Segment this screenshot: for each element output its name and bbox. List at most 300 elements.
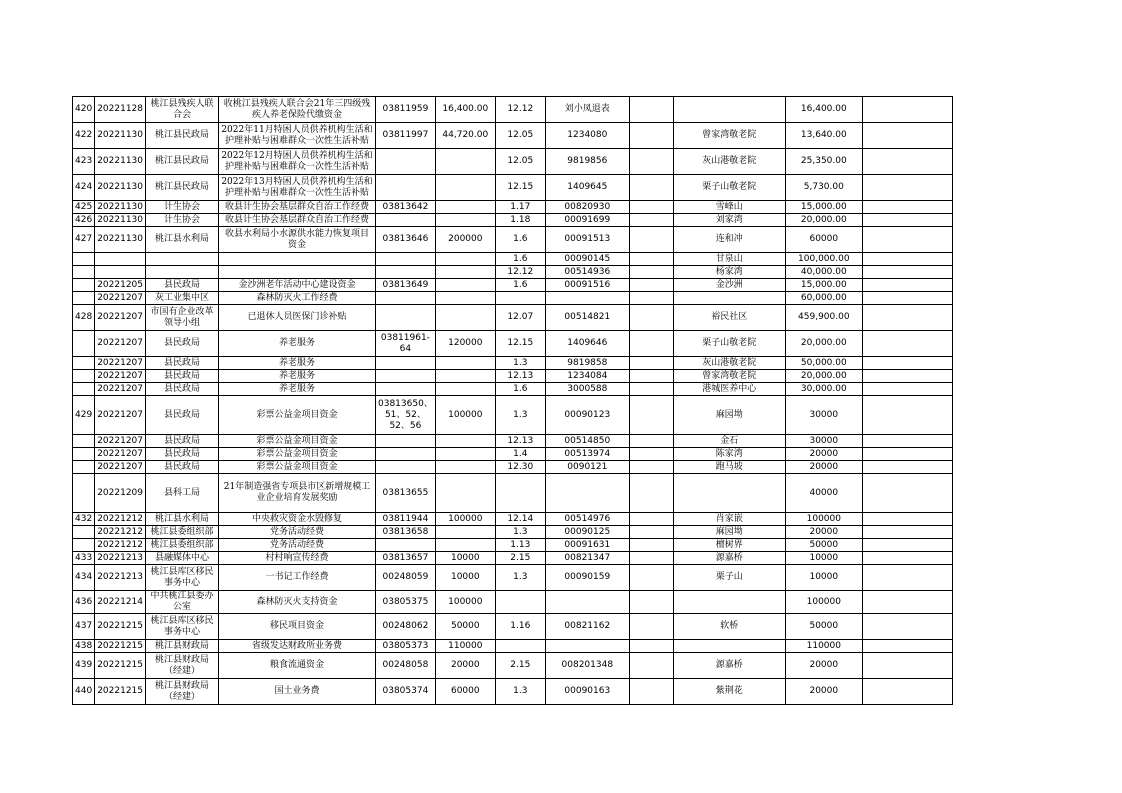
- amount-cell: [435, 539, 495, 552]
- table-row: [73, 149, 953, 175]
- empty-cell: [862, 552, 952, 565]
- document-no-cell: 00091516: [545, 279, 629, 292]
- amount-cell: 44,720.00: [435, 123, 495, 149]
- ledger-table: [72, 96, 953, 705]
- place-cell: 连和冲: [673, 227, 785, 253]
- seq-cell: 423: [73, 149, 95, 175]
- allocated-amount-cell: 25,350.00: [785, 149, 862, 175]
- blank-cell: [629, 448, 673, 461]
- date-cell: 20221130: [95, 214, 146, 227]
- date-cell: 20221207: [95, 461, 146, 474]
- unit-cell: 计生协会: [146, 214, 219, 227]
- empty-cell: [862, 640, 952, 653]
- date-cell: 20221130: [95, 175, 146, 201]
- blank-cell: [629, 435, 673, 448]
- voucher-cell: 03811944: [376, 513, 436, 526]
- allocated-amount-cell: 15,000.00: [785, 201, 862, 214]
- description-cell: [219, 253, 376, 266]
- date-cell: 20221207: [95, 292, 146, 305]
- table-row: [73, 214, 953, 227]
- table-row: [73, 227, 953, 253]
- seq-cell: 439: [73, 653, 95, 679]
- blank-cell: [629, 331, 673, 357]
- table-row: [73, 565, 953, 591]
- document-no-cell: 00090145: [545, 253, 629, 266]
- allocated-amount-cell: 100000: [785, 591, 862, 614]
- blank-cell: [629, 653, 673, 679]
- unit-cell: 县民政局: [146, 448, 219, 461]
- document-no-cell: 00091699: [545, 214, 629, 227]
- voucher-cell: [376, 266, 436, 279]
- allocated-amount-cell: 100,000.00: [785, 253, 862, 266]
- code-cell: 2.15: [495, 653, 545, 679]
- place-cell: [673, 474, 785, 513]
- allocated-amount-cell: 30000: [785, 396, 862, 435]
- code-cell: 12.12: [495, 97, 545, 123]
- voucher-cell: 03805373: [376, 640, 436, 653]
- empty-cell: [862, 565, 952, 591]
- seq-cell: [73, 266, 95, 279]
- empty-cell: [862, 214, 952, 227]
- document-no-cell: 0090121: [545, 461, 629, 474]
- table-row: [73, 123, 953, 149]
- document-no-cell: 1234084: [545, 370, 629, 383]
- seq-cell: 437: [73, 614, 95, 640]
- document-no-cell: 00514850: [545, 435, 629, 448]
- unit-cell: 桃江县委组织部: [146, 539, 219, 552]
- allocated-amount-cell: 459,900.00: [785, 305, 862, 331]
- voucher-cell: [376, 214, 436, 227]
- unit-cell: 桃江县民政局: [146, 175, 219, 201]
- place-cell: 曾家湾敬老院: [673, 123, 785, 149]
- seq-cell: [73, 331, 95, 357]
- document-no-cell: [545, 292, 629, 305]
- code-cell: 1.18: [495, 214, 545, 227]
- unit-cell: [146, 253, 219, 266]
- blank-cell: [629, 513, 673, 526]
- seq-cell: 429: [73, 396, 95, 435]
- date-cell: [95, 266, 146, 279]
- table-row: [73, 435, 953, 448]
- blank-cell: [629, 591, 673, 614]
- unit-cell: 县民政局: [146, 461, 219, 474]
- allocated-amount-cell: 16,400.00: [785, 97, 862, 123]
- unit-cell: 桃江县民政局: [146, 149, 219, 175]
- code-cell: 1.3: [495, 565, 545, 591]
- description-cell: 21年制造强省专项县市区新增规模工业企业培育发展奖励: [219, 474, 376, 513]
- unit-cell: 县民政局: [146, 396, 219, 435]
- table-row: [73, 253, 953, 266]
- code-cell: 1.3: [495, 526, 545, 539]
- empty-cell: [862, 266, 952, 279]
- empty-cell: [862, 97, 952, 123]
- description-cell: 2022年12月特困人员供养机构生活和护理补贴与困难群众一次性生活补贴: [219, 149, 376, 175]
- table-row: [73, 292, 953, 305]
- description-cell: 移民项目资金: [219, 614, 376, 640]
- blank-cell: [629, 175, 673, 201]
- seq-cell: 420: [73, 97, 95, 123]
- place-cell: 杨家湾: [673, 266, 785, 279]
- table-row: [73, 513, 953, 526]
- allocated-amount-cell: 20000: [785, 448, 862, 461]
- blank-cell: [629, 201, 673, 214]
- voucher-cell: 03811959: [376, 97, 436, 123]
- document-no-cell: 9819858: [545, 357, 629, 370]
- blank-cell: [629, 370, 673, 383]
- description-cell: 省级发达财政所业务费: [219, 640, 376, 653]
- code-cell: 1.6: [495, 279, 545, 292]
- amount-cell: [435, 266, 495, 279]
- unit-cell: 桃江县财政局（经建）: [146, 653, 219, 679]
- place-cell: 檀树界: [673, 539, 785, 552]
- table-row: [73, 279, 953, 292]
- unit-cell: 桃江县水利局: [146, 227, 219, 253]
- description-cell: 彩票公益金项目资金: [219, 435, 376, 448]
- seq-cell: 422: [73, 123, 95, 149]
- document-no-cell: 1409645: [545, 175, 629, 201]
- place-cell: [673, 292, 785, 305]
- blank-cell: [629, 305, 673, 331]
- date-cell: 20221209: [95, 474, 146, 513]
- allocated-amount-cell: 50,000.00: [785, 357, 862, 370]
- document-no-cell: 00514976: [545, 513, 629, 526]
- table-row: [73, 331, 953, 357]
- amount-cell: [435, 149, 495, 175]
- date-cell: 20221130: [95, 123, 146, 149]
- blank-cell: [629, 679, 673, 705]
- code-cell: 12.15: [495, 175, 545, 201]
- voucher-cell: [376, 448, 436, 461]
- table-row: [73, 474, 953, 513]
- table-row: [73, 448, 953, 461]
- date-cell: 20221207: [95, 435, 146, 448]
- allocated-amount-cell: 100000: [785, 513, 862, 526]
- code-cell: 12.14: [495, 513, 545, 526]
- amount-cell: 16,400.00: [435, 97, 495, 123]
- description-cell: 收桃江县残疾人联合会21年三四级残疾人养老保险代缴资金: [219, 97, 376, 123]
- amount-cell: 120000: [435, 331, 495, 357]
- voucher-cell: [376, 175, 436, 201]
- unit-cell: 县民政局: [146, 279, 219, 292]
- voucher-cell: 03811997: [376, 123, 436, 149]
- description-cell: 国土业务费: [219, 679, 376, 705]
- seq-cell: [73, 474, 95, 513]
- seq-cell: 433: [73, 552, 95, 565]
- blank-cell: [629, 149, 673, 175]
- amount-cell: [435, 292, 495, 305]
- place-cell: 麻园坳: [673, 396, 785, 435]
- date-cell: 20221207: [95, 383, 146, 396]
- seq-cell: 424: [73, 175, 95, 201]
- allocated-amount-cell: 10000: [785, 565, 862, 591]
- description-cell: 粮食流通资金: [219, 653, 376, 679]
- voucher-cell: [376, 253, 436, 266]
- place-cell: 雪峰山: [673, 201, 785, 214]
- document-no-cell: [545, 591, 629, 614]
- seq-cell: [73, 461, 95, 474]
- unit-cell: 桃江县财政局: [146, 640, 219, 653]
- code-cell: [495, 591, 545, 614]
- description-cell: 森林防灭火工作经费: [219, 292, 376, 305]
- description-cell: 一书记工作经费: [219, 565, 376, 591]
- allocated-amount-cell: 10000: [785, 552, 862, 565]
- unit-cell: 县民政局: [146, 435, 219, 448]
- table-row: [73, 201, 953, 214]
- description-cell: 养老服务: [219, 357, 376, 370]
- code-cell: [495, 474, 545, 513]
- table-row: [73, 266, 953, 279]
- place-cell: 曾家湾敬老院: [673, 370, 785, 383]
- blank-cell: [629, 565, 673, 591]
- blank-cell: [629, 614, 673, 640]
- table-row: [73, 305, 953, 331]
- date-cell: 20221130: [95, 201, 146, 214]
- blank-cell: [629, 357, 673, 370]
- document-no-cell: 00821347: [545, 552, 629, 565]
- description-cell: 中央救灾资金水毁修复: [219, 513, 376, 526]
- allocated-amount-cell: 20000: [785, 679, 862, 705]
- code-cell: 12.05: [495, 149, 545, 175]
- code-cell: 1.3: [495, 396, 545, 435]
- amount-cell: [435, 448, 495, 461]
- document-no-cell: 1409646: [545, 331, 629, 357]
- code-cell: 12.30: [495, 461, 545, 474]
- place-cell: 源嘉桥: [673, 552, 785, 565]
- unit-cell: 县融媒体中心: [146, 552, 219, 565]
- description-cell: 金沙洲老年活动中心建设资金: [219, 279, 376, 292]
- seq-cell: [73, 357, 95, 370]
- unit-cell: 县民政局: [146, 383, 219, 396]
- allocated-amount-cell: 30000: [785, 435, 862, 448]
- amount-cell: 100000: [435, 396, 495, 435]
- place-cell: 麻园坳: [673, 526, 785, 539]
- place-cell: 甘泉山: [673, 253, 785, 266]
- blank-cell: [629, 292, 673, 305]
- code-cell: 1.3: [495, 679, 545, 705]
- blank-cell: [629, 227, 673, 253]
- seq-cell: [73, 539, 95, 552]
- code-cell: 1.17: [495, 201, 545, 214]
- empty-cell: [862, 591, 952, 614]
- description-cell: 彩票公益金项目资金: [219, 396, 376, 435]
- voucher-cell: [376, 461, 436, 474]
- voucher-cell: [376, 149, 436, 175]
- seq-cell: [73, 448, 95, 461]
- amount-cell: 10000: [435, 565, 495, 591]
- description-cell: 养老服务: [219, 383, 376, 396]
- place-cell: 金沙洲: [673, 279, 785, 292]
- blank-cell: [629, 526, 673, 539]
- amount-cell: [435, 201, 495, 214]
- place-cell: [673, 97, 785, 123]
- unit-cell: 桃江县水利局: [146, 513, 219, 526]
- date-cell: 20221207: [95, 396, 146, 435]
- seq-cell: 434: [73, 565, 95, 591]
- amount-cell: 60000: [435, 679, 495, 705]
- seq-cell: [73, 253, 95, 266]
- description-cell: 2022年11月特困人员供养机构生活和护理补贴与困难群众一次性生活补贴: [219, 123, 376, 149]
- document-no-cell: 9819856: [545, 149, 629, 175]
- date-cell: 20221212: [95, 513, 146, 526]
- voucher-cell: 03805375: [376, 591, 436, 614]
- date-cell: 20221207: [95, 331, 146, 357]
- place-cell: 陈家湾: [673, 448, 785, 461]
- document-no-cell: 00090125: [545, 526, 629, 539]
- allocated-amount-cell: 20000: [785, 461, 862, 474]
- unit-cell: 计生协会: [146, 201, 219, 214]
- table-row: [73, 679, 953, 705]
- seq-cell: 427: [73, 227, 95, 253]
- amount-cell: [435, 175, 495, 201]
- date-cell: 20221130: [95, 149, 146, 175]
- code-cell: 12.15: [495, 331, 545, 357]
- amount-cell: 20000: [435, 653, 495, 679]
- seq-cell: [73, 383, 95, 396]
- voucher-cell: [376, 305, 436, 331]
- voucher-cell: [376, 292, 436, 305]
- place-cell: 肖家嵌: [673, 513, 785, 526]
- seq-cell: 440: [73, 679, 95, 705]
- code-cell: 12.13: [495, 435, 545, 448]
- empty-cell: [862, 383, 952, 396]
- document-no-cell: 1234080: [545, 123, 629, 149]
- date-cell: 20221215: [95, 614, 146, 640]
- voucher-cell: 00248059: [376, 565, 436, 591]
- code-cell: 1.3: [495, 357, 545, 370]
- allocated-amount-cell: 50000: [785, 539, 862, 552]
- code-cell: 1.6: [495, 227, 545, 253]
- empty-cell: [862, 123, 952, 149]
- table-row: [73, 175, 953, 201]
- seq-cell: 426: [73, 214, 95, 227]
- code-cell: [495, 292, 545, 305]
- document-no-cell: 00514821: [545, 305, 629, 331]
- document-no-cell: [545, 640, 629, 653]
- unit-cell: 市国有企业改革领导小组: [146, 305, 219, 331]
- amount-cell: [435, 526, 495, 539]
- code-cell: 1.13: [495, 539, 545, 552]
- date-cell: 20221130: [95, 227, 146, 253]
- date-cell: 20221205: [95, 279, 146, 292]
- unit-cell: 桃江县库区移民事务中心: [146, 614, 219, 640]
- seq-cell: [73, 370, 95, 383]
- code-cell: [495, 640, 545, 653]
- description-cell: 彩票公益金项目资金: [219, 461, 376, 474]
- unit-cell: 县民政局: [146, 370, 219, 383]
- unit-cell: 县民政局: [146, 357, 219, 370]
- allocated-amount-cell: 20,000.00: [785, 370, 862, 383]
- empty-cell: [862, 679, 952, 705]
- allocated-amount-cell: 60,000.00: [785, 292, 862, 305]
- unit-cell: 桃江县委组织部: [146, 526, 219, 539]
- place-cell: 金石: [673, 435, 785, 448]
- date-cell: 20221207: [95, 305, 146, 331]
- voucher-cell: 00248058: [376, 653, 436, 679]
- amount-cell: 100000: [435, 513, 495, 526]
- table-row: [73, 357, 953, 370]
- place-cell: [673, 640, 785, 653]
- unit-cell: 桃江县民政局: [146, 123, 219, 149]
- date-cell: 20221213: [95, 552, 146, 565]
- place-cell: 裕民社区: [673, 305, 785, 331]
- place-cell: 灰山港敬老院: [673, 357, 785, 370]
- code-cell: 2.15: [495, 552, 545, 565]
- unit-cell: 县科工局: [146, 474, 219, 513]
- description-cell: 收县水利局小水源供水能力恢复项目资金: [219, 227, 376, 253]
- document-no-cell: 008201348: [545, 653, 629, 679]
- blank-cell: [629, 97, 673, 123]
- voucher-cell: [376, 357, 436, 370]
- empty-cell: [862, 474, 952, 513]
- voucher-cell: 03813642: [376, 201, 436, 214]
- unit-cell: 灰工业集中区: [146, 292, 219, 305]
- description-cell: 养老服务: [219, 370, 376, 383]
- empty-cell: [862, 448, 952, 461]
- blank-cell: [629, 279, 673, 292]
- voucher-cell: [376, 435, 436, 448]
- document-no-cell: 00090163: [545, 679, 629, 705]
- amount-cell: [435, 279, 495, 292]
- date-cell: 20221207: [95, 370, 146, 383]
- voucher-cell: 03813649: [376, 279, 436, 292]
- description-cell: 养老服务: [219, 331, 376, 357]
- seq-cell: 432: [73, 513, 95, 526]
- place-cell: 软桥: [673, 614, 785, 640]
- amount-cell: [435, 253, 495, 266]
- allocated-amount-cell: 30,000.00: [785, 383, 862, 396]
- allocated-amount-cell: 20,000.00: [785, 214, 862, 227]
- empty-cell: [862, 331, 952, 357]
- document-no-cell: 00514936: [545, 266, 629, 279]
- seq-cell: 428: [73, 305, 95, 331]
- table-row: [73, 383, 953, 396]
- blank-cell: [629, 461, 673, 474]
- allocated-amount-cell: 20000: [785, 526, 862, 539]
- empty-cell: [862, 149, 952, 175]
- amount-cell: [435, 435, 495, 448]
- allocated-amount-cell: 13,640.00: [785, 123, 862, 149]
- empty-cell: [862, 513, 952, 526]
- seq-cell: [73, 292, 95, 305]
- seq-cell: 425: [73, 201, 95, 214]
- place-cell: 栗子山: [673, 565, 785, 591]
- empty-cell: [862, 396, 952, 435]
- empty-cell: [862, 253, 952, 266]
- unit-cell: 中共桃江县委办公室: [146, 591, 219, 614]
- document-no-cell: 00513974: [545, 448, 629, 461]
- allocated-amount-cell: 60000: [785, 227, 862, 253]
- amount-cell: [435, 461, 495, 474]
- date-cell: 20221214: [95, 591, 146, 614]
- seq-cell: [73, 279, 95, 292]
- voucher-cell: 03811961-64: [376, 331, 436, 357]
- table-row: [73, 396, 953, 435]
- empty-cell: [862, 292, 952, 305]
- empty-cell: [862, 461, 952, 474]
- voucher-cell: 03813646: [376, 227, 436, 253]
- document-no-cell: 00090159: [545, 565, 629, 591]
- place-cell: [673, 591, 785, 614]
- amount-cell: 10000: [435, 552, 495, 565]
- date-cell: 20221215: [95, 679, 146, 705]
- empty-cell: [862, 305, 952, 331]
- date-cell: 20221207: [95, 357, 146, 370]
- empty-cell: [862, 653, 952, 679]
- empty-cell: [862, 357, 952, 370]
- code-cell: 12.05: [495, 123, 545, 149]
- date-cell: [95, 253, 146, 266]
- empty-cell: [862, 370, 952, 383]
